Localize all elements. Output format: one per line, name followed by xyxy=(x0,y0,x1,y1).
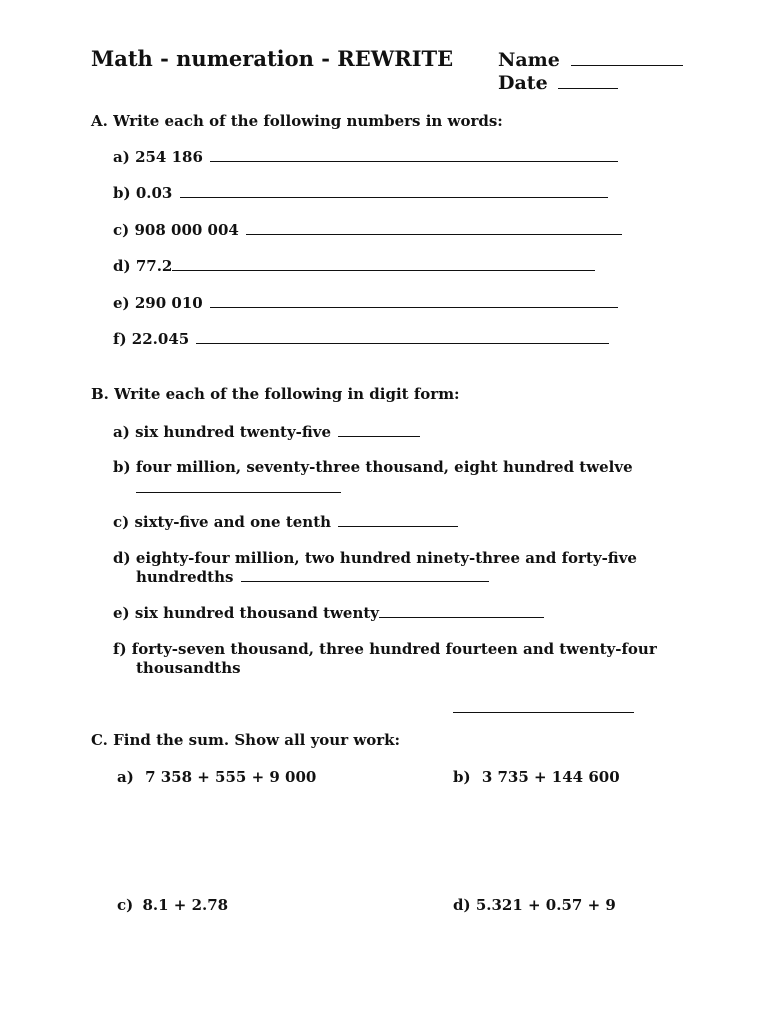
item-value: 254 186 xyxy=(135,148,203,166)
answer-blank[interactable] xyxy=(241,569,489,582)
problem-expression: 7 358 + 555 + 9 000 xyxy=(145,768,317,786)
problem-label: b) xyxy=(453,768,471,786)
answer-blank[interactable] xyxy=(338,424,420,437)
answer-blank[interactable] xyxy=(196,331,609,344)
problem-label: a) xyxy=(117,768,134,786)
name-label: Name xyxy=(498,49,560,71)
item-value: 908 000 004 xyxy=(134,221,239,239)
problem-expression: 5.321 + 0.57 + 9 xyxy=(475,896,616,914)
answer-blank[interactable] xyxy=(136,492,341,493)
item-label: e) xyxy=(113,294,130,312)
item-label: f) xyxy=(113,640,127,658)
name-field[interactable] xyxy=(498,49,683,71)
section-a-item xyxy=(113,257,595,275)
item-value: 0.03 xyxy=(135,184,173,202)
answer-blank[interactable] xyxy=(210,295,618,308)
section-c-heading: C. Find the sum. Show all your work: xyxy=(91,731,401,749)
section-b-item xyxy=(113,513,458,531)
item-value: 77.2 xyxy=(135,257,173,275)
section-b-heading: B. Write each of the following in digit form: xyxy=(91,385,460,403)
item-label: e) xyxy=(113,604,130,622)
item-text: forty-seven thousand, three hundred fourteen and twenty-four xyxy=(131,640,657,658)
problem-expression: 3 735 + 144 600 xyxy=(481,768,620,786)
item-label: c) xyxy=(113,221,130,239)
item-text: six hundred thousand twenty xyxy=(134,604,380,622)
date-field[interactable] xyxy=(498,72,618,94)
date-label: Date xyxy=(498,72,548,94)
item-text: thousandths xyxy=(136,659,241,677)
item-label: d) xyxy=(113,257,131,275)
answer-blank[interactable] xyxy=(172,258,595,271)
item-label: b) xyxy=(113,184,131,202)
item-text: hundredths xyxy=(136,568,234,586)
answer-blank[interactable] xyxy=(338,514,458,527)
section-b-item xyxy=(113,640,657,658)
answer-blank[interactable] xyxy=(379,605,544,618)
answer-blank[interactable] xyxy=(210,149,618,162)
item-text: four million, seventy-three thousand, eight hundred twelve xyxy=(135,458,633,476)
answer-blank[interactable] xyxy=(180,185,608,198)
sum-problem xyxy=(117,896,228,914)
answer-blank[interactable] xyxy=(453,712,634,713)
section-b-item xyxy=(113,549,637,567)
section-a-item xyxy=(113,184,608,202)
date-blank[interactable] xyxy=(558,76,618,89)
item-label: d) xyxy=(113,549,131,567)
item-label: f) xyxy=(113,330,127,348)
item-value: 290 010 xyxy=(134,294,203,312)
section-b-item xyxy=(113,423,420,441)
worksheet-title: Math - numeration - REWRITE xyxy=(91,46,454,71)
section-a-item xyxy=(113,294,618,312)
problem-label: d) xyxy=(453,896,471,914)
section-a-heading: A. Write each of the following numbers in words: xyxy=(91,112,503,130)
section-b-item-continued xyxy=(136,659,241,677)
sum-problem xyxy=(117,768,316,786)
answer-blank[interactable] xyxy=(246,222,622,235)
section-a-item xyxy=(113,221,622,239)
section-a-item xyxy=(113,330,609,348)
item-value: 22.045 xyxy=(131,330,190,348)
sum-problem xyxy=(453,768,620,786)
section-a-item xyxy=(113,148,618,166)
item-label: b) xyxy=(113,458,131,476)
item-label: a) xyxy=(113,423,130,441)
section-b-item xyxy=(113,458,633,476)
item-text: six hundred twenty-five xyxy=(135,423,332,441)
section-b-item-continued xyxy=(136,568,489,586)
item-text: eighty-four million, two hundred ninety-three and forty-five xyxy=(135,549,637,567)
problem-expression: 8.1 + 2.78 xyxy=(142,896,229,914)
item-label: c) xyxy=(113,513,130,531)
name-blank[interactable] xyxy=(571,53,683,66)
sum-problem xyxy=(453,896,616,914)
problem-label: c) xyxy=(117,896,134,914)
item-text: sixty-five and one tenth xyxy=(134,513,332,531)
item-label: a) xyxy=(113,148,130,166)
section-b-item xyxy=(113,604,544,622)
